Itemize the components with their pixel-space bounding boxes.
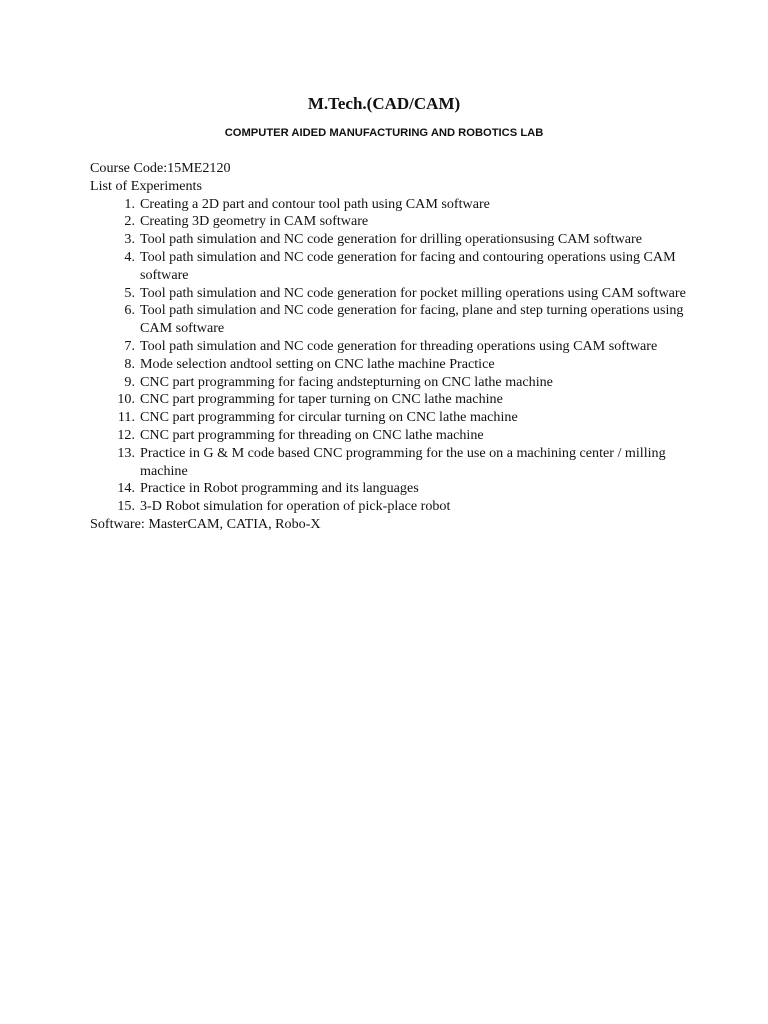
- list-item-text: CNC part programming for threading on CNC lathe machine: [140, 426, 484, 443]
- list-item-number: 11.: [117, 409, 135, 426]
- list-item-text: CNC part programming for facing andstepturning on CNC lathe machine: [140, 373, 553, 390]
- list-item: [90, 196, 690, 214]
- list-item-number: 8.: [124, 355, 135, 372]
- list-item-number: 13.: [117, 444, 135, 461]
- list-item-number: 9.: [124, 373, 135, 390]
- list-item-number: 6.: [124, 302, 135, 319]
- list-item-number: 14.: [117, 480, 135, 497]
- list-item: [90, 338, 690, 356]
- list-item: [90, 409, 690, 427]
- course-code: Course Code:15ME2120: [90, 160, 231, 176]
- list-item-number: 4.: [124, 248, 135, 265]
- list-item: [90, 498, 690, 516]
- list-heading: List of Experiments: [90, 177, 202, 194]
- list-item: [90, 231, 690, 249]
- list-item-number: 12.: [117, 426, 135, 443]
- list-item: [90, 480, 690, 498]
- list-item-text: Creating 3D geometry in CAM software: [140, 213, 369, 230]
- list-item: [90, 249, 690, 285]
- list-item-number: 15.: [117, 498, 135, 515]
- list-item-text: CNC part programming for circular turning on CNC lathe machine: [140, 409, 518, 426]
- document-body: [90, 160, 690, 534]
- list-item-text: Tool path simulation and NC code generation for facing, plane and step turning operations using CAM software: [140, 302, 684, 337]
- list-item: [90, 374, 690, 392]
- list-item: [90, 302, 690, 338]
- list-item-number: 2.: [124, 213, 135, 230]
- list-item-text: CNC part programming for taper turning on CNC lathe machine: [140, 391, 503, 408]
- list-item-text: Creating a 2D part and contour tool path using CAM software: [140, 195, 490, 212]
- list-item: [90, 391, 690, 409]
- list-item-number: 7.: [124, 337, 135, 354]
- list-item-text: Tool path simulation and NC code generation for threading operations using CAM software: [140, 337, 658, 354]
- list-item: [90, 445, 690, 481]
- list-item-text: Practice in G & M code based CNC programming for the use on a machining center / milling machine: [140, 444, 666, 479]
- list-item-text: Tool path simulation and NC code generation for facing and contouring operations using CAM software: [140, 248, 676, 283]
- list-item-text: Tool path simulation and NC code generation for pocket milling operations using CAM software: [140, 284, 686, 301]
- list-item-text: Practice in Robot programming and its languages: [140, 480, 419, 497]
- software-line: Software: MasterCAM, CATIA, Robo-X: [90, 515, 321, 532]
- list-item: [90, 213, 690, 231]
- lab-subtitle: COMPUTER AIDED MANUFACTURING AND ROBOTICS LAB: [224, 127, 544, 139]
- list-item: [90, 427, 690, 445]
- experiment-list: [90, 196, 690, 516]
- list-item-number: 3.: [124, 231, 135, 248]
- list-item: [90, 285, 690, 303]
- list-item: [90, 356, 690, 374]
- list-item-text: 3-D Robot simulation for operation of pick-place robot: [140, 498, 451, 515]
- page-title: M.Tech.(CAD/CAM): [307, 94, 461, 113]
- list-item-number: 5.: [124, 284, 135, 301]
- list-item-text: Mode selection andtool setting on CNC lathe machine Practice: [140, 355, 495, 372]
- list-item-number: 1.: [124, 195, 135, 212]
- list-item-number: 10.: [117, 391, 135, 408]
- list-item-text: Tool path simulation and NC code generation for drilling operationsusing CAM software: [140, 231, 642, 248]
